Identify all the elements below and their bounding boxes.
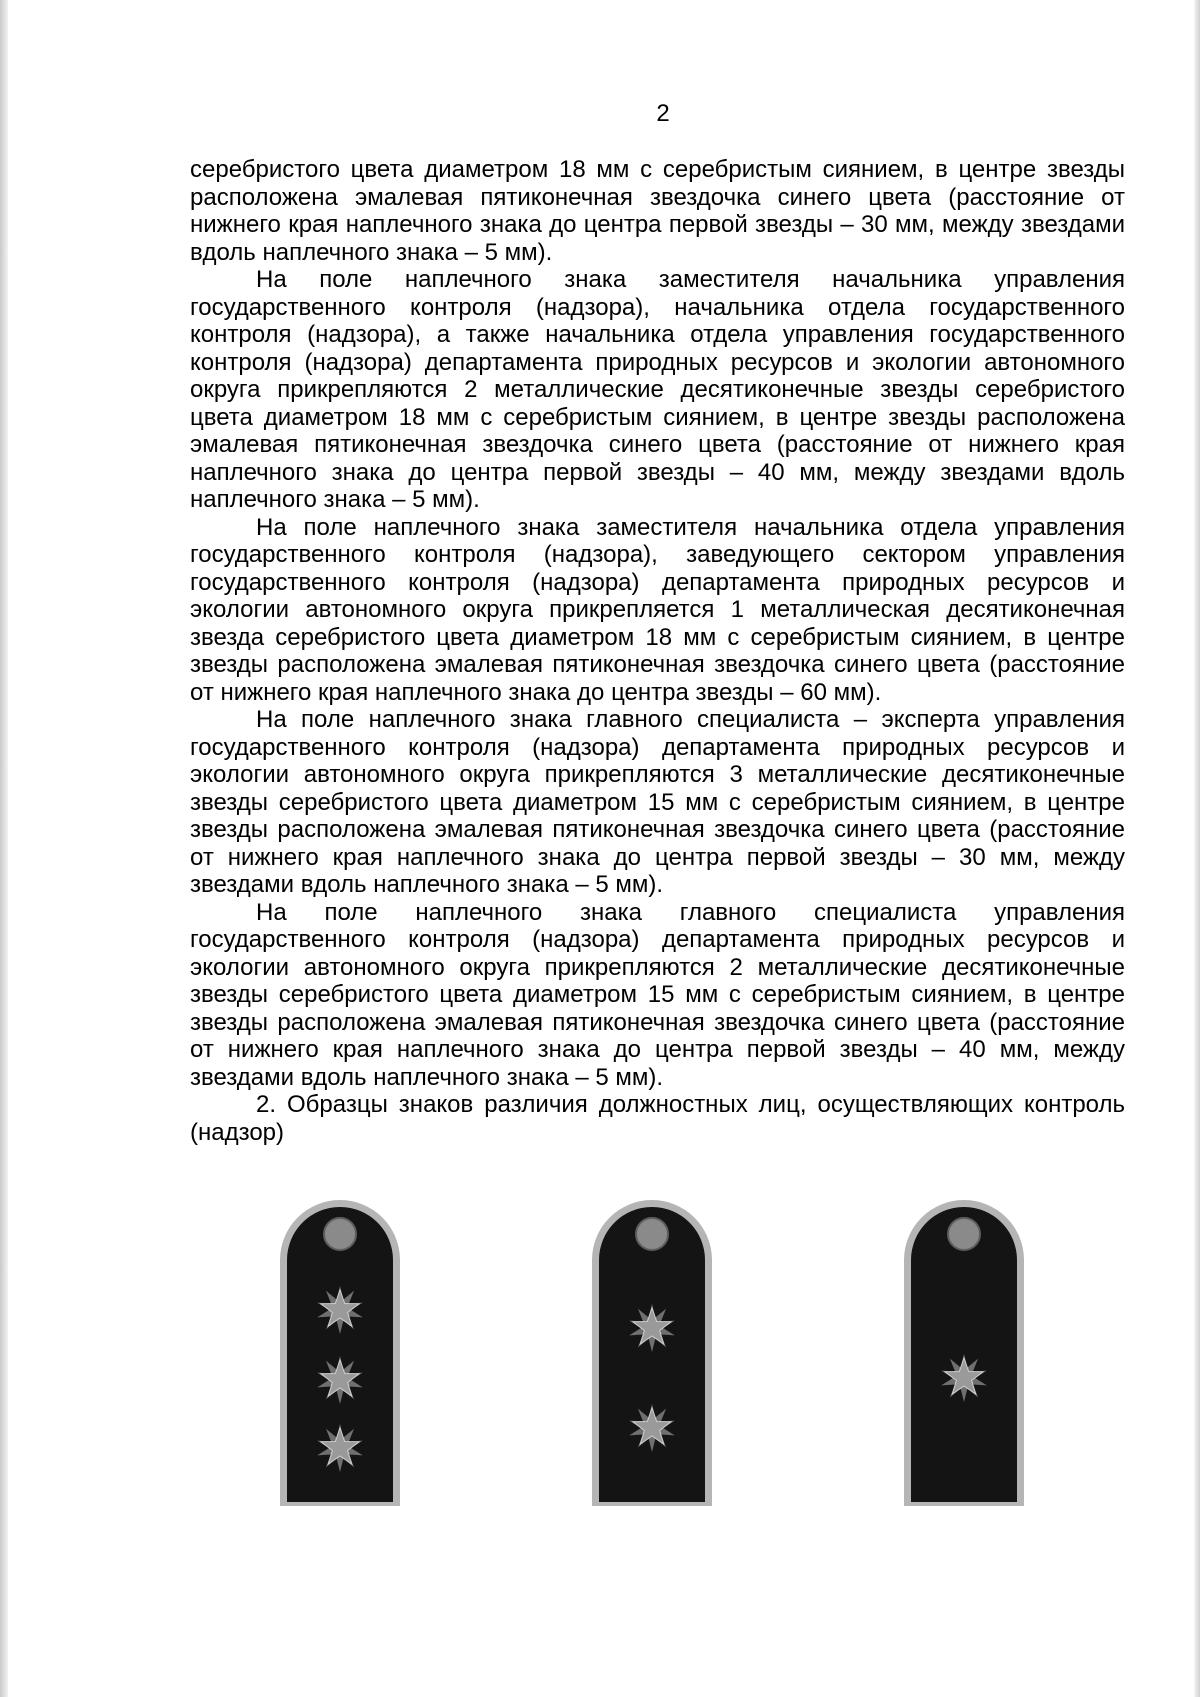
board-field [599,1207,705,1502]
shoulder-board-drawing [904,1200,1024,1506]
shoulder-board-three-stars [280,1200,400,1506]
shoulder-board-two-stars [592,1200,712,1506]
paragraph: На поле наплечного знака главного специалиста управления государственного контроля (надзора) департамента природных ресурсов и экологии автономного округа прикрепляются 2 металлические десятиконечные звезды серебристого цвета диаметром 15 мм с серебристым сиянием, в центре звезды расположена эмалевая пятиконечная звездочка синего цвета (расстояние от нижнего края наплечного знака до центра первой звезды – 40 мм, между звездами вдоль наплечного знака – 5 мм). [190,898,1125,1091]
document-body [190,156,1125,1146]
shoulder-board-drawing [280,1200,400,1506]
paragraph: На поле наплечного знака главного специалиста – эксперта управления государственного контроля (надзора) департамента природных ресурсов и экологии автономного округа прикрепляются 3 металлические десятиконечные звезды серебристого цвета диаметром 15 мм с серебристым сиянием, в центре звезды расположена эмалевая пятиконечная звездочка синего цвета (расстояние от нижнего края наплечного знака до центра первой звезды – 30 мм, между звездами вдоль наплечного знака – 5 мм). [190,706,1125,898]
page-number: 2 [656,100,670,127]
paragraph: На поле наплечного знака заместителя начальника управления государственного контроля (надзора), начальника отдела государственного контроля (надзора), а также начальника отдела управления государственного контроля (надзора) департамента природных ресурсов и экологии автономного округа прикрепляются 2 металлические десятиконечные звезды серебристого цвета диаметром 18 мм с серебристым сиянием, в центре звезды расположена эмалевая пятиконечная звездочка синего цвета (расстояние от нижнего края наплечного знака до центра первой звезды – 40 мм, между звездами вдоль наплечного знака – 5 мм). [190,266,1125,513]
button-icon [324,1218,356,1250]
shoulder-board-samples [0,1200,1200,1510]
shoulder-board-drawing [592,1200,712,1506]
button-icon [948,1218,980,1250]
button-icon [636,1218,668,1250]
shoulder-board-one-star [904,1200,1024,1506]
paragraph: На поле наплечного знака заместителя начальника отдела управления государственного контроля (надзора), заведующего сектором управления государственного контроля (надзора) департамента природных ресурсов и экологии автономного округа прикрепляется 1 металлическая десятиконечная звезда серебристого цвета диаметром 18 мм с серебристым сиянием, в центре звезды расположена эмалевая пятиконечная звездочка синего цвета (расстояние от нижнего края наплечного знака до центра звезды – 60 мм). [190,513,1125,706]
section-heading: 2. Образцы знаков различия должностных лиц, осуществляющих контроль (надзор) [190,1091,1125,1146]
paragraph: серебристого цвета диаметром 18 мм с серебристым сиянием, в центре звезды расположена эмалевая пятиконечная звездочка синего цвета (расстояние от нижнего края наплечного знака до центра первой звезды – 30 мм, между звездами вдоль наплечного знака – 5 мм). [190,156,1125,266]
